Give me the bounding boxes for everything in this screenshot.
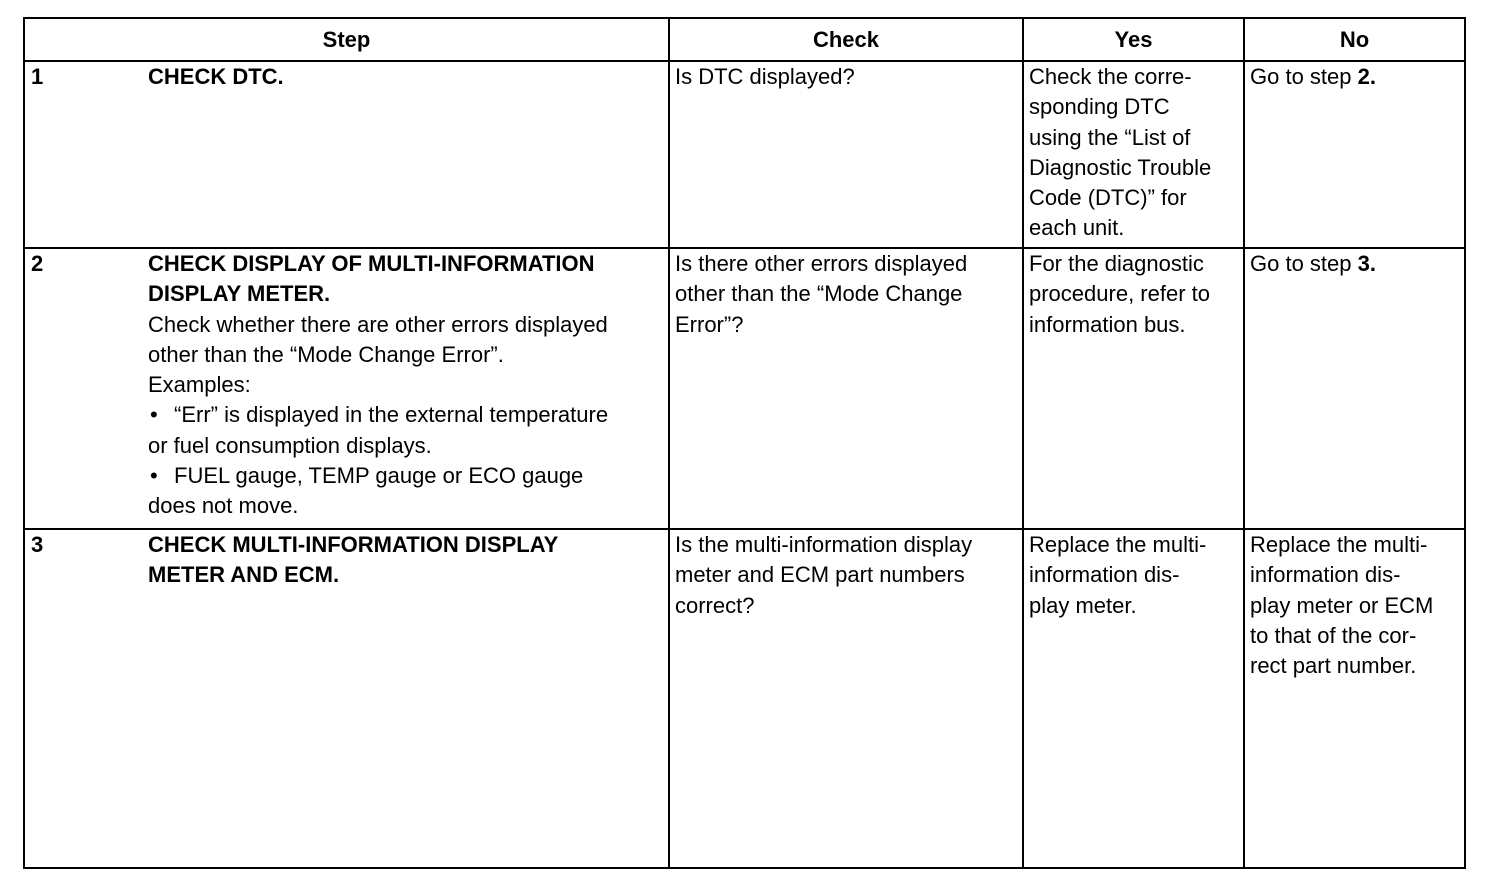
step-title: CHECK DTC. [148,64,284,89]
header-no: No [1244,18,1465,61]
step-cell [24,529,669,868]
diagnostic-table [23,17,1466,869]
example-bullet [148,461,662,522]
bullet-text: FUEL gauge, TEMP gauge or ECO gauge [174,463,584,489]
no-step-ref: 2 [1357,64,1370,89]
example-bullet [148,400,662,461]
check-cell: Is DTC displayed? [669,61,1023,248]
table-row [24,248,1465,529]
step-number: 2 [31,251,44,276]
step-cell [24,61,669,248]
no-prefix: Go to step [1250,64,1358,89]
no-step-ref: 3 [1357,251,1370,276]
step-title: CHECK MULTI-INFORMATION DISPLAY METER AND ECM. [148,532,559,588]
step-number: 1 [31,64,44,89]
no-cell: Replace the multi- information dis- play meter or ECM to that of the cor- rect part number. [1244,529,1465,868]
no-cell [1244,248,1465,529]
no-cell [1244,61,1465,248]
header-step: Step [24,18,669,61]
step-detail: Check whether there are other errors displayed other than the “Mode Change Error”. [148,311,608,367]
bullet-continuation: does not move. [148,493,299,519]
step-number: 3 [31,532,44,557]
header-check: Check [669,18,1023,61]
check-cell: Is there other errors displayed other than the “Mode Change Error”? [669,248,1023,529]
no-suffix: . [1369,251,1376,276]
header-row [24,18,1465,61]
yes-cell: For the diagnostic procedure, refer to information bus. [1023,248,1244,529]
bullet-icon: • [150,402,158,428]
examples-label: Examples: [148,372,251,398]
check-cell: Is the multi-information display meter and ECM part numbers correct? [669,529,1023,868]
header-yes: Yes [1023,18,1244,61]
table-row [24,61,1465,248]
no-prefix: Go to step [1250,251,1358,276]
table-row [24,529,1465,868]
yes-cell: Replace the multi- information dis- play meter. [1023,529,1244,868]
bullet-icon: • [150,463,158,489]
step-cell [24,248,669,529]
yes-cell: Check the corre- sponding DTC using the “List of Diagnostic Trouble Code (DTC)” for each unit. [1023,61,1244,248]
bullet-text: “Err” is displayed in the external temperature [174,402,609,428]
step-title: CHECK DISPLAY OF MULTI-INFORMATION DISPLAY METER. [148,251,595,307]
bullet-continuation: or fuel consumption displays. [148,432,432,458]
no-suffix: . [1369,64,1376,89]
